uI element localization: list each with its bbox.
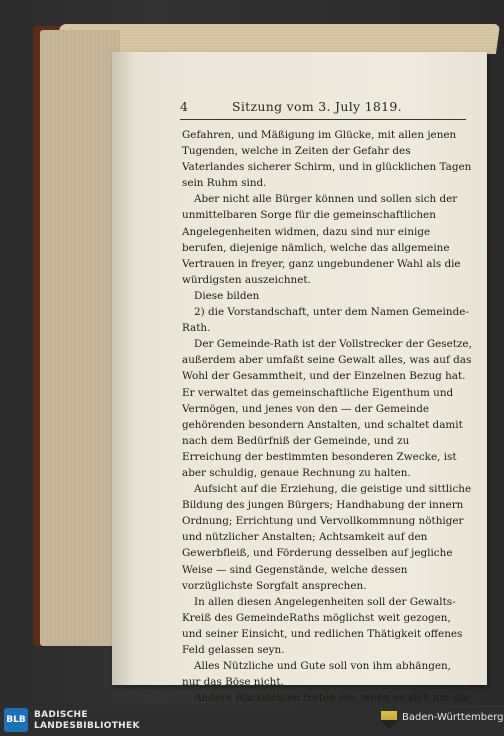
book-top-edge [56,24,500,54]
running-head: Sitzung vom 3. July 1819. [232,99,402,114]
header-rule [180,119,466,120]
page-header [180,99,500,117]
library-name[interactable] [34,710,140,732]
book-page [112,52,487,705]
library-name-line2: LANDESBIBLIOTHEK [34,721,140,731]
book-page-edge [40,30,120,646]
paragraph: Diese bilden [194,289,260,302]
page-number: 4 [180,99,188,114]
paragraph: Aufsicht auf die Erziehung, die geistige und sittliche Bildung des jungen Bürgers; Handhabung der innern Ordnung; Errichtung und Vervollkommnung nöthiger und nützlicher Anstalten; Achtsamkeit auf den Gewerbfleiß, und Förderung desselben auf jegliche Weise — sind Gegenstände, welche dessen vorzüglichste Sorgfalt ansprechen. [182,483,472,592]
paragraph: Aber nicht alle Bürger können und sollen sich der unmittelbaren Sorge für die gemeinschaftlichen Angelegenheiten widmen, dazu sind nur einige berufen, diejenige nämlich, welche das allgemeine Vertrauen in freyer, ganz ungebundener Wahl als die würdigsten auszeichnet. [182,193,461,286]
body-text [182,127,472,706]
paragraph: In allen diesen Angelegenheiten soll der Gewalts-Kreiß des GemeindeRaths möglichst weit gezogen, und seiner Einsicht, und redlichen Thätigkeit offenes Feld gelassen seyn. [182,595,463,656]
paragraph: Gefahren, und Mäßigung im Glücke, mit allen jenen Tugenden, welche in Zeiten der Gefahr des Vaterlandes sicherer Schirm, und in glücklichen Tagen sein Ruhm sind. [182,129,472,190]
paragraph: Andere Rücksichten treten ein, wenn es sich um die [194,692,469,705]
paragraph: Alles Nützliche und Gute soll von ihm abhängen, nur das Böse nicht. [182,660,451,689]
paragraph: 2) die Vorstandschaft, unter dem Namen Gemeinde-Rath. [182,306,469,335]
paragraph: Der Gemeinde-Rath ist der Vollstrecker der Gesetze, außerdem aber umfaßt seine Gewalt alles, was auf das Wohl der Gesammtheit, und der Einzelnen Bezug hat. Er verwaltet das gemeinschaftliche Eigenthum und Vermögen, und jenes von den — der Gemeinde gehörenden besondern Anstalten, und schaltet damit nach dem Bedürfniß der Gemeinde, und zu Erreichung der bestimmten besonderen Zwecke, ist aber schuldig, genaue Rechnung zu halten. [182,338,472,479]
state-name[interactable]: Baden-Württemberg [402,712,504,723]
library-name-line1: BADISCHE [34,710,88,720]
library-logo[interactable]: BLB [4,708,28,732]
